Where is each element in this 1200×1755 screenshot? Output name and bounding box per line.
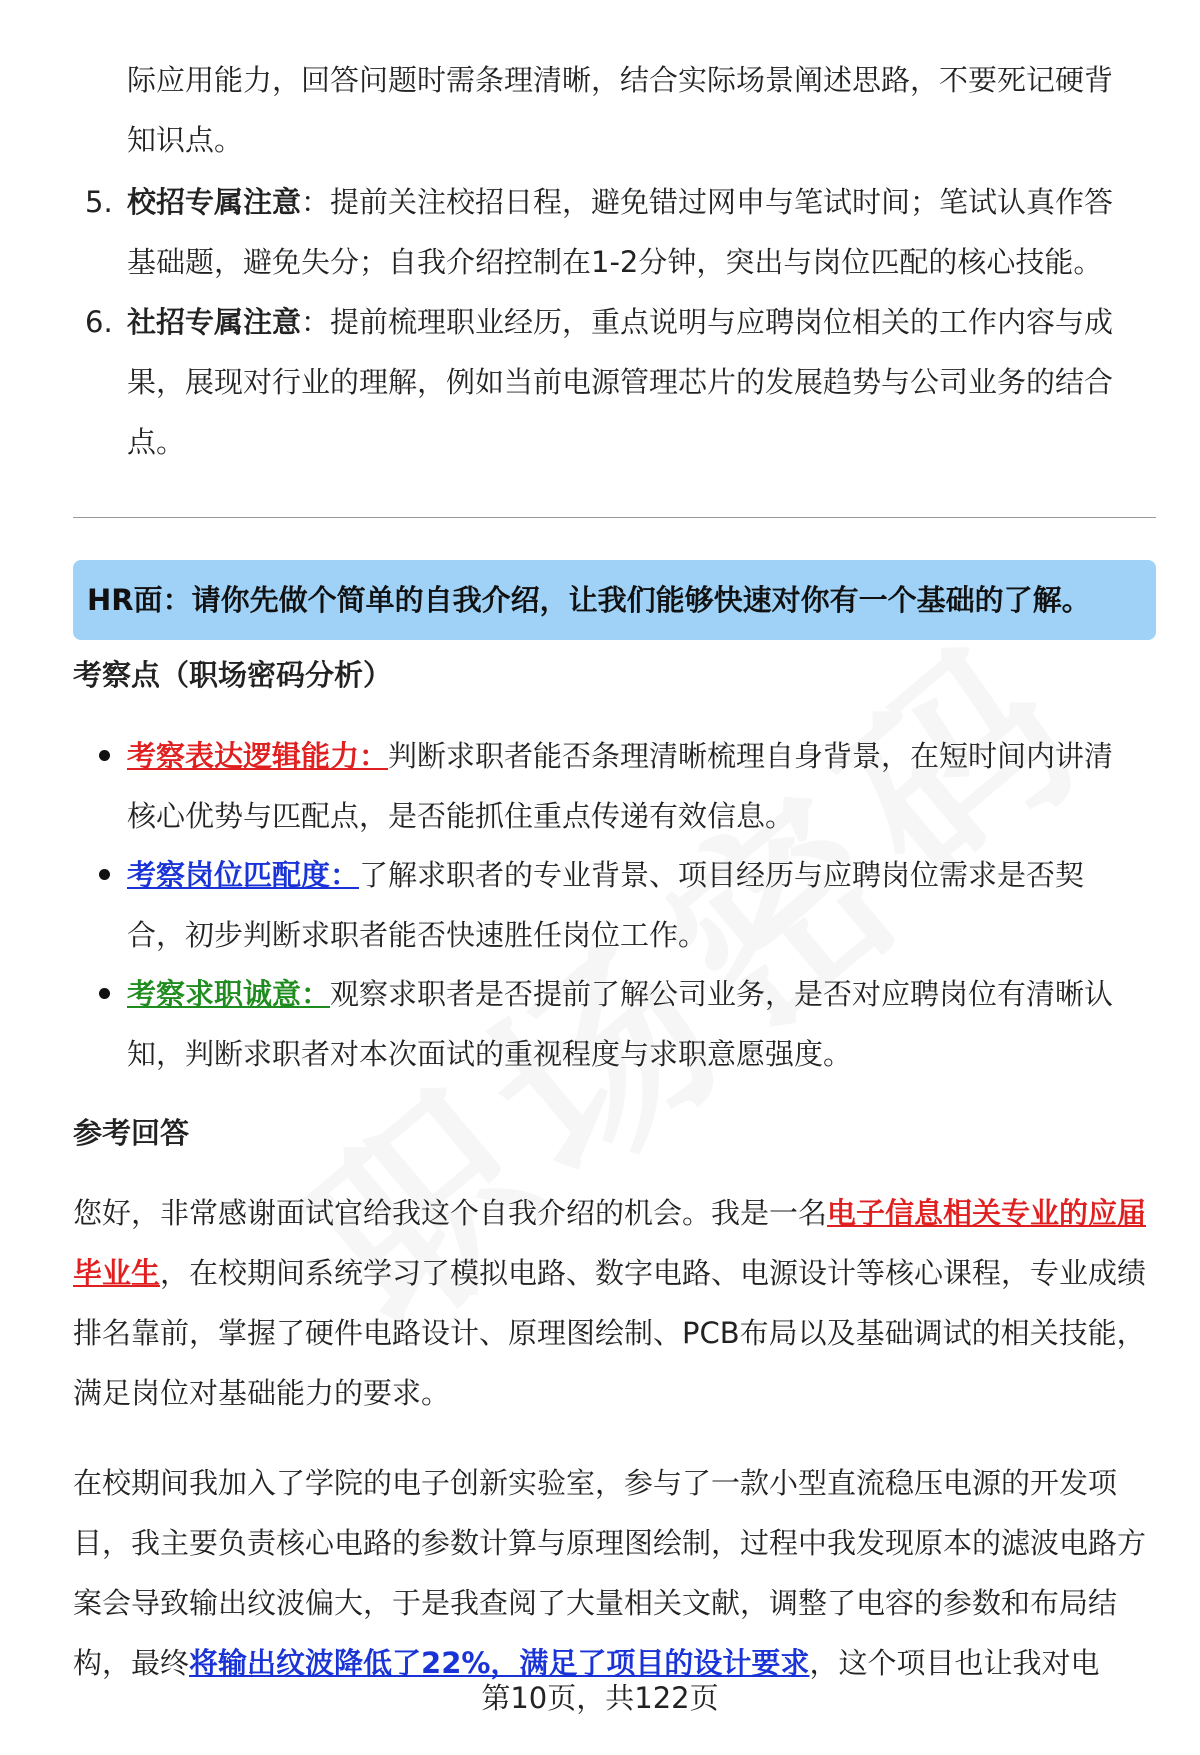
answer-text: 在校期间我加入了学院的电子创新实验室，参与了一款小型直流稳压电源的开发项目，我主要负责核心电路的参数计算与原理图绘制，过程中我发现原本的滤波电路方案会导致输出纹波偏大，于是我查阅了大量相关文献，调整了电容的参数和布局结构，最终 bbox=[73, 1466, 1147, 1680]
bullet-dot bbox=[99, 988, 110, 999]
answer-text: ，这个项目也让我对电 bbox=[809, 1646, 1100, 1680]
answer-paragraph bbox=[73, 1453, 1153, 1693]
answer-text: ，在校期间系统学习了模拟电路、数字电路、电源设计等核心课程，专业成绩排名靠前，掌握了硬件电路设计、原理图绘制、PCB布局以及基础调试的相关技能，满足岗位对基础能力的要求。 bbox=[73, 1256, 1147, 1410]
list-item-campus bbox=[127, 172, 1137, 292]
inspection-point bbox=[127, 964, 1137, 1084]
inspection-heading: 考察点（职场密码分析） bbox=[73, 658, 393, 692]
list-number: 6. bbox=[85, 305, 113, 339]
answer-heading: 参考回答 bbox=[73, 1116, 190, 1150]
question-box bbox=[73, 560, 1156, 640]
intro-continuation: 际应用能力，回答问题时需条理清晰，结合实际场景阐述思路，不要死记硬背知识点。 bbox=[127, 63, 1114, 157]
answer-text: 您好，非常感谢面试官给我这个自我介绍的机会。我是一名 bbox=[73, 1196, 828, 1230]
inspection-point bbox=[127, 845, 1137, 965]
answer-highlight: 电子信息相关专业的应届毕业生 bbox=[73, 1196, 1147, 1290]
list-item-text: ：提前关注校招日程，避免错过网申与笔试时间；笔试认真作答基础题，避免失分；自我介绍控制在1-2分钟，突出与岗位匹配的核心技能。 bbox=[127, 185, 1114, 279]
list-item-title: 社招专属注意 bbox=[127, 305, 302, 339]
list-item-title: 校招专属注意 bbox=[127, 185, 302, 219]
question-text: HR面：请你先做个简单的自我介绍，让我们能够快速对你有一个基础的了解。 bbox=[87, 583, 1091, 617]
list-item-text: ：提前梳理职业经历，重点说明与应聘岗位相关的工作内容与成果，展现对行业的理解，例如当前电源管理芯片的发展趋势与公司业务的结合点。 bbox=[127, 305, 1114, 459]
answer-paragraph bbox=[73, 1183, 1153, 1423]
answer-highlight: 将输出纹波降低了22%，满足了项目的设计要求 bbox=[189, 1646, 810, 1680]
inspection-label: 考察岗位匹配度： bbox=[127, 858, 360, 892]
list-number: 5. bbox=[85, 185, 113, 219]
inspection-text: 观察求职者是否提前了解公司业务，是否对应聘岗位有清晰认知，判断求职者对本次面试的重视程度与求职意愿强度。 bbox=[127, 977, 1114, 1071]
list-item-social bbox=[127, 292, 1137, 472]
page-footer: 第10页，共122页 bbox=[481, 1681, 719, 1715]
bullet-dot bbox=[99, 869, 110, 880]
inspection-text: 了解求职者的专业背景、项目经历与应聘岗位需求是否契合，初步判断求职者能否快速胜任岗位工作。 bbox=[127, 858, 1085, 952]
bullet-dot bbox=[99, 750, 110, 761]
inspection-point bbox=[127, 726, 1137, 846]
inspection-label: 考察求职诚意： bbox=[127, 977, 331, 1011]
divider bbox=[73, 517, 1156, 518]
inspection-text: 判断求职者能否条理清晰梳理自身背景，在短时间内讲清核心优势与匹配点，是否能抓住重点传递有效信息。 bbox=[127, 739, 1114, 833]
inspection-label: 考察表达逻辑能力： bbox=[127, 739, 389, 773]
